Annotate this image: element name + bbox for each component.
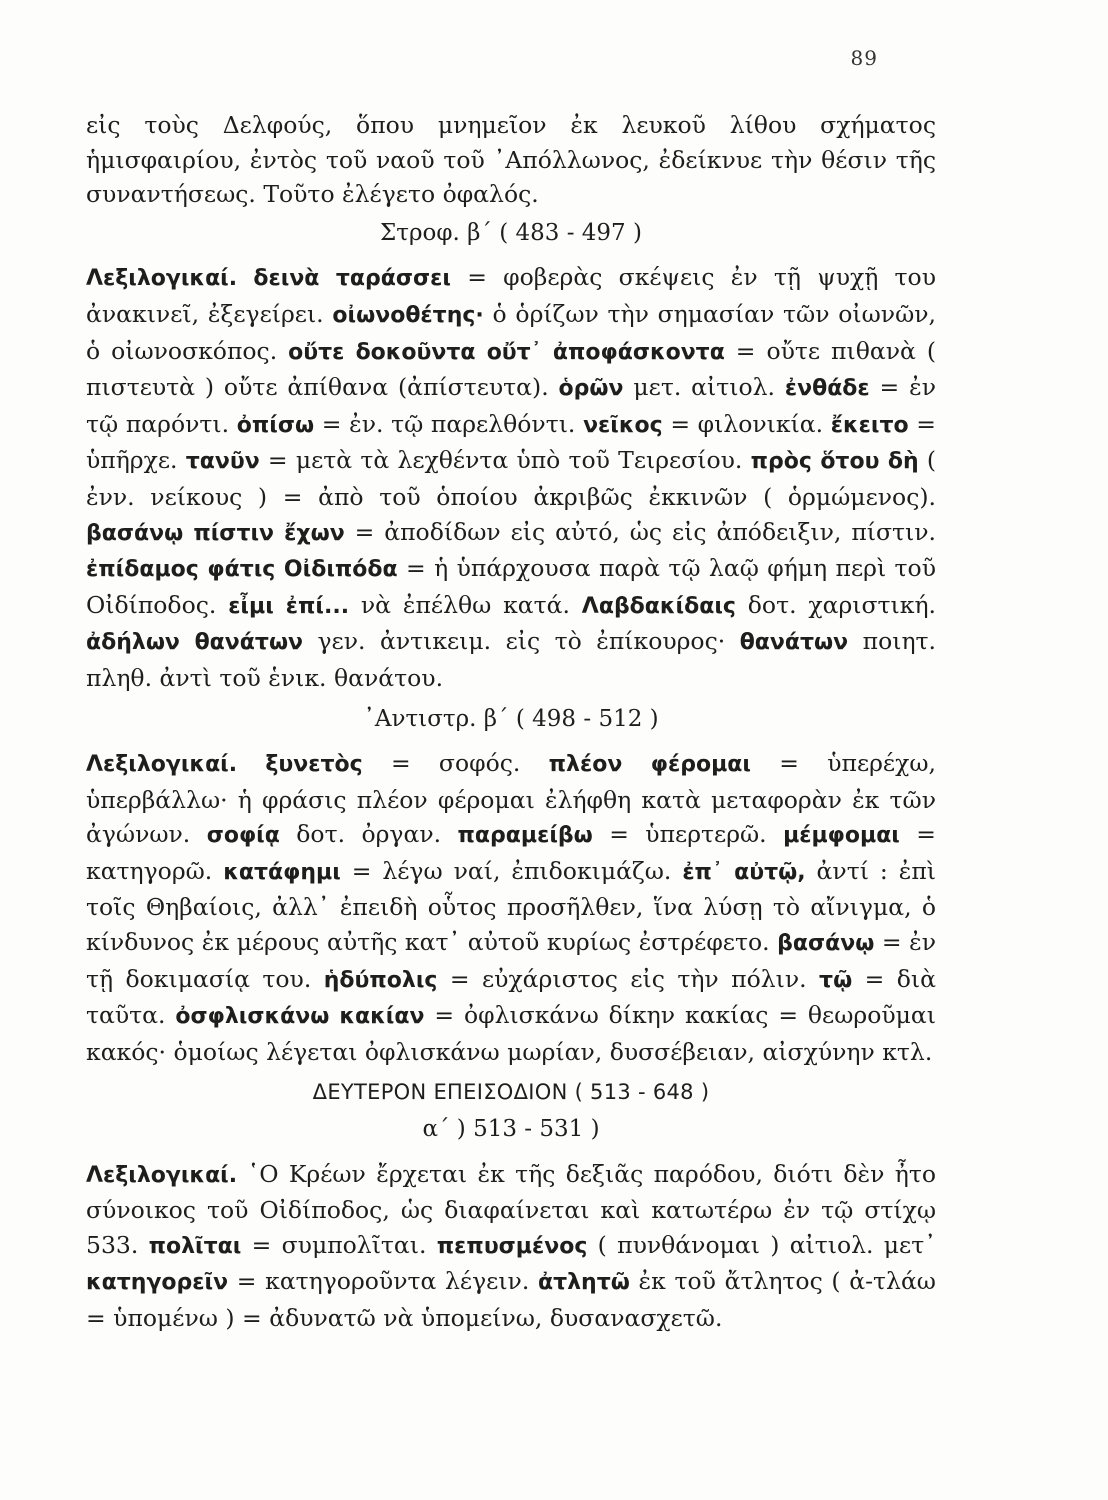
lemma: ὀπίσω [236,412,315,438]
lemma: ἐνθάδε [784,376,870,402]
lemma: κατάφημι [223,859,341,885]
gloss: = ἐν τῇ δοκιμασίᾳ του. [86,928,936,993]
lemma: μέμφομαι [783,823,900,849]
lemma: βασάνῳ [777,931,875,957]
lemma: Λεξιλογικαί. [86,1162,238,1188]
gloss: = φιλονικία. [662,409,831,438]
gloss: = λέγω ναί, ἐπιδοκιμάζω. [340,856,683,885]
episode-heading: ΔΕΥΤΕΡΟΝ ΕΠΕΙΣΟΔΙΟΝ ( 513 - 648 ) [312,1080,710,1105]
gloss: μετ. αἰτιολ. [623,373,785,402]
lemma: ξυνετὸς [265,752,363,778]
gloss: = ἀποδίδων εἰς αὐτό, ὡς εἰς ἀπόδειξιν, πίστιν. [344,517,936,546]
lemma: εἶμι ἐπί... [228,593,350,619]
lemma: βασάνῳ πίστιν ἔχων [86,520,345,546]
episode-paragraph [86,1157,936,1336]
lemma: πολῖται [148,1233,242,1259]
strophe-paragraph [86,260,936,695]
gloss: δοτ. χαριστική. [735,590,936,619]
lemma: οἰωνοθέτης· [332,302,484,328]
gloss: = κατηγοροῦντα λέγειν. [228,1267,538,1296]
gloss: = μετὰ τὰ λεχθέντα ὑπὸ τοῦ Τειρεσίου. [259,446,751,475]
page-number: 89 [850,46,878,70]
lemma: τῷ [819,967,853,993]
gloss [237,263,253,291]
lemma: ἀδήλων θανάτων [86,630,304,656]
body-text [86,108,936,1336]
gloss: ῾Ο Κρέων ἔρχεται ἐκ τῆς δεξιᾶς παρόδου, διότι δὲν ἦτο σύνοικος τοῦ Οἰδίποδος, ὡς διαφαίνεται καὶ κατωτέρω ἐν τῷ στίχῳ 533. [86,1159,936,1259]
gloss: = ἐν. τῷ παρελθόντι. [314,409,584,438]
gloss [237,749,265,777]
lemma: ἡδύπολις [323,967,438,993]
lemma: πεπυσμένος [436,1233,588,1259]
lemma: Λεξιλογικαί. [86,266,238,292]
lemma: θανάτων [739,630,849,656]
gloss: ἐκ τοῦ ἄτλητος ( ἀ-τλάω = ὑπομένω ) = ἀδυνατῶ νὰ ὑπομείνω, δυσανασχετῶ. [86,1267,936,1332]
gloss: = ὑπῆρχε. [86,409,936,475]
gloss: = σοφός. [362,749,549,778]
lemma: Λαβδακίδαις [581,593,736,619]
lemma: παραμείβω [457,823,593,849]
lemma: ἐπ᾿ αὐτῷ, [682,859,806,885]
lemma: ἐπίδαμος φάτις Οἰδιπόδα [86,557,398,583]
gloss: γεν. ἀντικειμ. εἰς τὸ ἐπίκουρος· [303,627,740,656]
gloss: = διὰ ταῦτα. [86,964,936,1030]
intro-paragraph: εἰς τοὺς Δελφούς, ὅπου μνημεῖον ἐκ λευκοῦ λίθου σχήματος ἡμισφαιρίου, ἐντὸς τοῦ ναοῦ τοῦ ᾿Απόλλωνος, ἐδείκνυε τὴν θέσιν τῆς συναντήσεως. Τοῦτο ἐλέγετο ὀφαλός. [86,111,936,209]
gloss: = οὔτε πιθανὰ ( πιστευτὰ ) οὔτε ἀπίθανα (ἀπίστευτα). [86,336,937,402]
gloss: = ὑπερτερῶ. [592,820,784,849]
gloss: ( ἐνν. νείκους ) = ἀπὸ τοῦ ὁποίου ἀκριβῶς ἐκκινῶν ( ὁρμώμενος). [86,446,937,511]
antistrophe-paragraph [86,746,936,1069]
gloss: ἀντί : ἐπὶ τοῖς Θηβαίοις, ἀλλ᾿ ἐπειδὴ οὗτος προσῆλθεν, ἵνα λύσῃ τὸ αἴνιγμα, ὁ κίνδυνος ἐκ μέρους αὐτῆς κατ᾿ αὐτοῦ κυρίως ἐστρέφετο. [86,856,937,957]
gloss: = ὑπερέχω, ὑπερβάλλω· ἡ φράσις πλέον φέρομαι ἐλήφθη κατὰ μεταφορὰν ἐκ τῶν ἀγώνων. [86,749,936,849]
lemma: ἔκειτο [830,412,909,438]
gloss: ποιητ. πληθ. ἀντὶ τοῦ ἑνικ. θανάτου. [86,627,936,692]
gloss: = συμπολῖται. [241,1230,437,1259]
lemma: τανῦν [185,449,260,475]
lemma: σοφίᾳ [206,823,280,849]
lemma: οὔτε δοκοῦντα οὔτ᾿ ἀποφάσκοντα [288,339,725,365]
gloss: νὰ ἐπέλθω κατά. [349,590,582,619]
lemma: πρὸς ὅτου δὴ [750,449,919,475]
gloss: = φοβερὰς σκέψεις ἐν τῇ ψυχῇ του ἀνακινεῖ, ἐξεγείρει. [86,263,936,328]
strophe-heading: Στροφ. β΄ ( 483 - 497 ) [380,219,642,246]
gloss: ( πυνθάνομαι ) αἰτιολ. μετ᾿ [587,1230,936,1259]
lemma: ὀσφλισκάνω κακίαν [175,1004,425,1030]
lemma: νεῖκος [583,412,663,438]
lemma: πλέον φέρομαι [548,752,751,778]
gloss: = ὀφλισκάνω δίκην κακίας = θεωροῦμαι κακός· ὁμοίως λέγεται ὀφλισκάνω μωρίαν, δυσσέβειαν, αἰσχύνην κτλ. [86,1001,937,1066]
gloss: δοτ. ὀργαν. [279,820,458,849]
lemma: δεινὰ ταράσσει [253,266,451,292]
gloss: = κατηγορῶ. [86,820,936,885]
episode-subheading: α΄ ) 513 - 531 ) [422,1116,600,1143]
lemma: ὁρῶν [558,376,624,402]
gloss: = ἡ ὑπάρχουσα παρὰ τῷ λαῷ φήμη περὶ τοῦ Οἰδίποδος. [86,554,936,619]
gloss: = ἐν τῷ παρόντι. [86,373,936,438]
lemma: κατηγορεῖν [86,1270,229,1296]
gloss: = εὐχάριστος εἰς τὴν πόλιν. [437,964,820,993]
lemma: Λεξιλογικαί. [86,752,238,778]
lemma: ἀτλητῶ [537,1270,630,1296]
antistrophe-heading: ᾿Αντιστρ. β΄ ( 498 - 512 ) [363,705,659,732]
gloss: ὁ ὁρίζων τὴν σημασίαν τῶν οἰωνῶν, ὁ οἰωνοσκόπος. [86,299,936,365]
